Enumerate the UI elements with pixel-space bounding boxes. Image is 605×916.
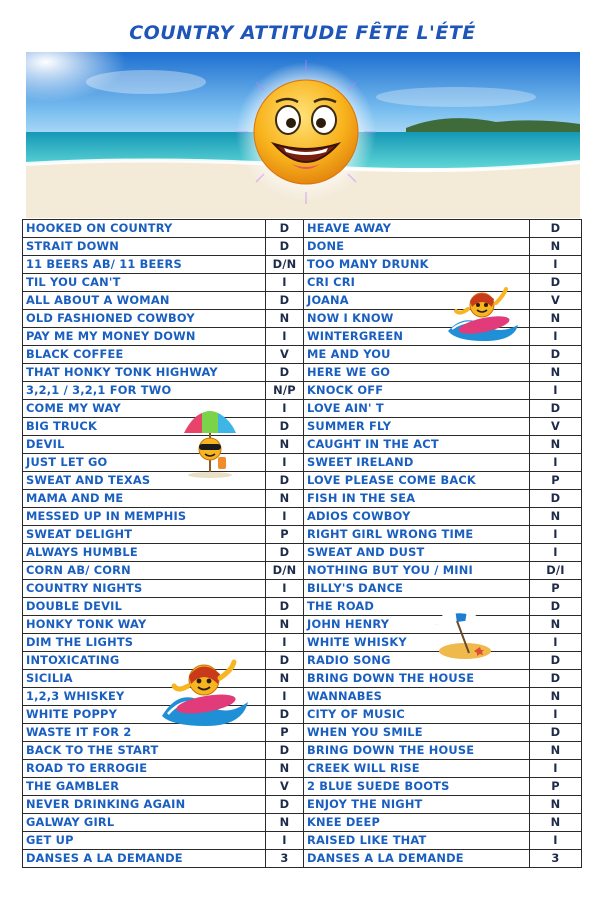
dance-level: I [530, 526, 582, 544]
dance-title: INTOXICATING [23, 652, 266, 670]
dance-title: ENJOY THE NIGHT [304, 796, 530, 814]
table-row [23, 346, 582, 364]
dance-level: N [266, 760, 304, 778]
dance-level: D [266, 418, 304, 436]
dance-title: JUST LET GO [23, 454, 266, 472]
dance-level: D [530, 652, 582, 670]
dance-level: N [266, 310, 304, 328]
dance-level: P [530, 778, 582, 796]
dance-level: D/I [530, 562, 582, 580]
dance-title: HEAVE AWAY [304, 220, 530, 238]
dance-title: LOVE AIN' T [304, 400, 530, 418]
dance-title: CAUGHT IN THE ACT [304, 436, 530, 454]
table-row [23, 562, 582, 580]
dance-title: BIG TRUCK [23, 418, 266, 436]
dance-level: I [266, 454, 304, 472]
dance-title: HOOKED ON COUNTRY [23, 220, 266, 238]
dance-title: SICILIA [23, 670, 266, 688]
dance-title: SWEAT AND DUST [304, 544, 530, 562]
dance-level: D [266, 598, 304, 616]
dance-level: I [266, 274, 304, 292]
dance-title: BRING DOWN THE HOUSE [304, 670, 530, 688]
dance-level: N [530, 238, 582, 256]
dance-level: 3 [530, 850, 582, 868]
dance-level: I [266, 832, 304, 850]
dance-title: DEVIL [23, 436, 266, 454]
dance-title: BACK TO THE START [23, 742, 266, 760]
table-row [23, 418, 582, 436]
surfer-wave-emoji-icon [160, 656, 250, 728]
dance-title: PAY ME MY MONEY DOWN [23, 328, 266, 346]
dance-title: DONE [304, 238, 530, 256]
dance-title: KNEE DEEP [304, 814, 530, 832]
dance-title: HERE WE GO [304, 364, 530, 382]
dance-level: I [266, 580, 304, 598]
dance-title: KNOCK OFF [304, 382, 530, 400]
dance-title: DANSES A LA DEMANDE [23, 850, 266, 868]
dance-title: STRAIT DOWN [23, 238, 266, 256]
page-title: COUNTRY ATTITUDE FÊTE L'ÉTÉ [129, 22, 476, 44]
dance-level: D [266, 652, 304, 670]
table-row [23, 472, 582, 490]
table-row [23, 742, 582, 760]
dance-title: 2 BLUE SUEDE BOOTS [304, 778, 530, 796]
dance-title: NOTHING BUT YOU / MINI [304, 562, 530, 580]
dance-title: GET UP [23, 832, 266, 850]
table-row [23, 580, 582, 598]
dance-title: WASTE IT FOR 2 [23, 724, 266, 742]
dance-level: V [530, 418, 582, 436]
dance-title: 11 BEERS AB/ 11 BEERS [23, 256, 266, 274]
beach-sun-emoji-icon [26, 52, 580, 218]
dance-title: BILLY'S DANCE [304, 580, 530, 598]
dance-level: D [266, 472, 304, 490]
dance-title: TOO MANY DRUNK [304, 256, 530, 274]
dance-level: N [530, 310, 582, 328]
dance-level: I [530, 832, 582, 850]
dance-title: RAISED LIKE THAT [304, 832, 530, 850]
dance-level: D [530, 346, 582, 364]
dance-level: P [530, 580, 582, 598]
table-row [23, 598, 582, 616]
dance-level: N [266, 814, 304, 832]
table-row [23, 616, 582, 634]
dance-level: N [530, 436, 582, 454]
table-row [23, 490, 582, 508]
dance-level: D [530, 598, 582, 616]
dance-level: N [266, 490, 304, 508]
dance-title: RIGHT GIRL WRONG TIME [304, 526, 530, 544]
dance-level: I [530, 256, 582, 274]
dance-level: N [530, 742, 582, 760]
dance-level: I [266, 688, 304, 706]
dance-title: COUNTRY NIGHTS [23, 580, 266, 598]
dance-title: SUMMER FLY [304, 418, 530, 436]
dance-title: GALWAY GIRL [23, 814, 266, 832]
dance-level: N [530, 796, 582, 814]
table-row [23, 814, 582, 832]
dance-title: ROAD TO ERROGIE [23, 760, 266, 778]
dance-level: N [530, 508, 582, 526]
dance-title: DOUBLE DEVIL [23, 598, 266, 616]
dance-title: 3,2,1 / 3,2,1 FOR TWO [23, 382, 266, 400]
dance-level: D/N [266, 562, 304, 580]
dance-level: P [266, 724, 304, 742]
dance-level: N [530, 364, 582, 382]
dance-title: WHITE POPPY [23, 706, 266, 724]
dance-level: D [530, 274, 582, 292]
dance-level: I [530, 706, 582, 724]
dance-level: I [530, 454, 582, 472]
beach-umbrella-icon [425, 603, 495, 661]
dance-level: D [530, 400, 582, 418]
dance-title: CITY OF MUSIC [304, 706, 530, 724]
dance-title: DANSES A LA DEMANDE [304, 850, 530, 868]
dance-level: I [530, 760, 582, 778]
dance-level: I [530, 544, 582, 562]
dance-level: N [266, 670, 304, 688]
dance-title: WINTERGREEN [304, 328, 530, 346]
beach-banner [26, 52, 580, 218]
dance-level: I [530, 382, 582, 400]
dance-level: N [266, 616, 304, 634]
dance-level: N [530, 814, 582, 832]
dance-title: CREEK WILL RISE [304, 760, 530, 778]
dance-title: 1,2,3 WHISKEY [23, 688, 266, 706]
dance-title: ADIOS COWBOY [304, 508, 530, 526]
dance-level: D [266, 796, 304, 814]
dance-title: HONKY TONK WAY [23, 616, 266, 634]
surfer-emoji-icon [444, 285, 522, 343]
dance-title: WHEN YOU SMILE [304, 724, 530, 742]
dance-level: D [266, 544, 304, 562]
table-row [23, 364, 582, 382]
dance-level: V [266, 778, 304, 796]
dance-level: I [530, 634, 582, 652]
table-row [23, 670, 582, 688]
dance-title: ALL ABOUT A WOMAN [23, 292, 266, 310]
dance-title: WANNABES [304, 688, 530, 706]
dance-level: V [266, 346, 304, 364]
dance-title: SWEET IRELAND [304, 454, 530, 472]
dance-level: D [266, 742, 304, 760]
table-row [23, 832, 582, 850]
table-row [23, 508, 582, 526]
table-row [23, 454, 582, 472]
dance-level: P [266, 526, 304, 544]
dance-level: D [530, 670, 582, 688]
table-row [23, 634, 582, 652]
table-row [23, 778, 582, 796]
dance-title: OLD FASHIONED COWBOY [23, 310, 266, 328]
table-row [23, 706, 582, 724]
dance-title: THAT HONKY TONK HIGHWAY [23, 364, 266, 382]
table-row [23, 400, 582, 418]
table-row [23, 220, 582, 238]
parasol-emoji-icon [180, 409, 240, 479]
dance-level: D [266, 220, 304, 238]
dance-title: WHITE WHISKY [304, 634, 530, 652]
dance-level: I [266, 328, 304, 346]
dance-level: N [266, 436, 304, 454]
dance-title: NOW I KNOW [304, 310, 530, 328]
table-row [23, 652, 582, 670]
dance-level: D [530, 220, 582, 238]
dance-title: BLACK COFFEE [23, 346, 266, 364]
dance-level: I [266, 634, 304, 652]
dance-level: N [530, 616, 582, 634]
dance-title: LOVE PLEASE COME BACK [304, 472, 530, 490]
dance-title: ALWAYS HUMBLE [23, 544, 266, 562]
dance-level: 3 [266, 850, 304, 868]
table-row [23, 238, 582, 256]
dance-level: D [530, 724, 582, 742]
dance-level: I [530, 328, 582, 346]
dance-title: CORN AB/ CORN [23, 562, 266, 580]
dance-level: V [530, 292, 582, 310]
dance-title: DIM THE LIGHTS [23, 634, 266, 652]
dance-level: I [266, 508, 304, 526]
dance-level: I [266, 400, 304, 418]
table-row [23, 382, 582, 400]
dance-title: TIL YOU CAN'T [23, 274, 266, 292]
dance-title: MAMA AND ME [23, 490, 266, 508]
dance-title: CRI CRI [304, 274, 530, 292]
dance-level: N [530, 688, 582, 706]
dance-level: P [530, 472, 582, 490]
dance-level: D [266, 292, 304, 310]
dance-title: BRING DOWN THE HOUSE [304, 742, 530, 760]
dance-level: D [530, 490, 582, 508]
dance-level: D/N [266, 256, 304, 274]
table-row [23, 796, 582, 814]
table-row [23, 544, 582, 562]
table-row [23, 688, 582, 706]
dance-title: SWEAT DELIGHT [23, 526, 266, 544]
dance-title: ME AND YOU [304, 346, 530, 364]
dance-title: FISH IN THE SEA [304, 490, 530, 508]
dance-title: RADIO SONG [304, 652, 530, 670]
dance-level: D [266, 238, 304, 256]
dance-level: D [266, 364, 304, 382]
dance-level: N/P [266, 382, 304, 400]
dance-title: THE ROAD [304, 598, 530, 616]
table-row [23, 436, 582, 454]
table-row [23, 850, 582, 868]
dance-title: SWEAT AND TEXAS [23, 472, 266, 490]
table-row [23, 256, 582, 274]
table-row [23, 724, 582, 742]
dance-level: D [266, 706, 304, 724]
table-row [23, 760, 582, 778]
dance-title: THE GAMBLER [23, 778, 266, 796]
dance-title: JOANA [304, 292, 530, 310]
dance-title: JOHN HENRY [304, 616, 530, 634]
dance-title: MESSED UP IN MEMPHIS [23, 508, 266, 526]
table-row [23, 526, 582, 544]
dance-title: COME MY WAY [23, 400, 266, 418]
dance-title: NEVER DRINKING AGAIN [23, 796, 266, 814]
